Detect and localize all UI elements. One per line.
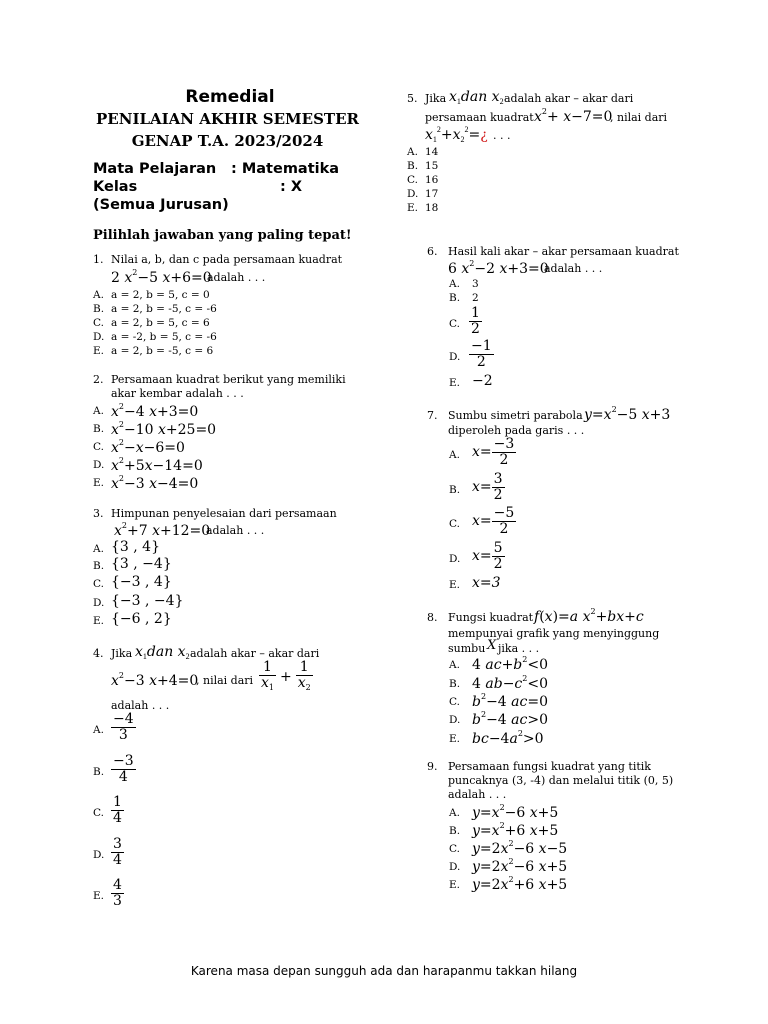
option-d[interactable]: $b^2-4$ ac>0	[472, 710, 548, 728]
option-letter: E.	[449, 579, 461, 591]
sum-of-reciprocals: $\frac{1}{x_1}$ + $\frac{1}{x_2}$	[261, 659, 311, 692]
question-text: jika . . .	[498, 642, 540, 655]
fraction-numerator: 1	[113, 794, 122, 810]
option-letter: A.	[449, 659, 460, 671]
question-suffix: adalah . . .	[544, 262, 603, 275]
option-a[interactable]: a = 2, b = 5, c = 0	[111, 289, 210, 301]
option-letter: B.	[93, 560, 105, 572]
fraction-numerator: 1	[471, 305, 480, 321]
option-letter: B.	[93, 303, 105, 315]
question-text: Fungsi kuadrat	[448, 611, 534, 624]
option-letter: B.	[449, 825, 461, 837]
fraction-denominator: 4	[113, 810, 122, 826]
fraction-denominator: 2	[471, 321, 480, 337]
option-letter: B.	[93, 423, 105, 435]
option-letter: A.	[93, 724, 104, 736]
option-d[interactable]: 17	[425, 188, 439, 200]
option-a[interactable]: $x^2-4$ x+3=0	[111, 402, 199, 420]
question-text: persamaan kuadrat	[425, 111, 534, 124]
sum-of-squares: $x_1^2+x_2^2=¿$	[425, 125, 488, 144]
option-letter: D.	[407, 188, 419, 200]
question-text: Nilai a, b, dan c pada persamaan kuadrat	[111, 253, 343, 266]
subject-label: Mata Pelajaran	[93, 161, 217, 177]
equation: $x^2+7$ x+12=0	[114, 521, 211, 539]
question-text: Sumbu simetri parabola	[448, 409, 583, 422]
fraction-denominator: 2	[493, 487, 503, 503]
option-letter: D.	[449, 714, 461, 726]
roots-expression: $x_1dan$ $x_2$	[449, 89, 504, 106]
option-letter: A.	[407, 146, 418, 158]
question-text: adalah akar – akar dari	[504, 92, 634, 105]
question-number: 2.	[93, 373, 104, 386]
option-a[interactable]: {3 , 4}	[111, 539, 161, 555]
option-letter: E.	[93, 615, 105, 627]
option-c[interactable]: $x^2-x-6=0$	[111, 438, 185, 456]
option-c[interactable]	[111, 795, 124, 826]
option-b[interactable]: {3 , −4}	[111, 556, 172, 572]
equation: $x^2-3$ x+4=0	[111, 671, 199, 689]
option-b[interactable]: $y=x^2+6$ x+5	[472, 821, 559, 839]
question-text: Persamaan kuadrat berikut yang memiliki	[111, 373, 346, 386]
question-suffix: . . .	[493, 129, 511, 142]
question-text: , nilai dari	[610, 111, 668, 124]
option-letter: E.	[449, 879, 461, 891]
option-c[interactable]	[469, 306, 482, 337]
option-letter: D.	[449, 553, 461, 565]
option-letter: E.	[449, 377, 461, 389]
class-value: : X	[280, 179, 303, 195]
fraction-denominator: 2	[499, 452, 509, 468]
question-number: 5.	[407, 92, 418, 105]
question-suffix: adalah . . .	[207, 271, 266, 284]
option-letter: D.	[93, 331, 105, 343]
question-text: Jika	[111, 647, 133, 660]
option-e[interactable]: {−6 , 2}	[111, 611, 172, 627]
option-letter: A.	[93, 289, 104, 301]
option-e[interactable]	[111, 878, 124, 909]
fraction-numerator: −1	[471, 338, 492, 354]
question-number: 3.	[93, 507, 104, 520]
option-letter: A.	[449, 807, 460, 819]
option-letter: D.	[449, 351, 461, 363]
function-definition: f(x)=a $x^2+bx+c$	[534, 607, 644, 625]
term-title: GENAP T.A. 2023/2024	[131, 132, 324, 150]
option-a[interactable]	[111, 712, 136, 743]
equation: $y=x^2-5$ x+3	[584, 405, 671, 423]
scope-label: (Semua Jurusan)	[93, 197, 229, 213]
option-d[interactable]: {−3 , −4}	[111, 593, 184, 609]
set-value: −3 , −4	[119, 593, 175, 609]
question-number: 8.	[427, 611, 438, 624]
question-number: 7.	[427, 409, 438, 422]
option-c[interactable]: a = 2, b = 5, c = 6	[111, 317, 210, 329]
option-letter: E.	[449, 733, 461, 745]
option-letter: D.	[93, 597, 105, 609]
option-b[interactable]: 2	[472, 292, 479, 304]
question-text: adalah . . .	[448, 788, 507, 801]
option-e[interactable]: x=3	[472, 575, 501, 591]
fraction-numerator: −5	[493, 505, 515, 521]
fraction-numerator: 4	[113, 877, 122, 893]
set-value: 3 , −4	[119, 556, 163, 572]
option-b[interactable]: a = 2, b = -5, c = -6	[111, 303, 217, 315]
fraction-numerator: −4	[113, 711, 134, 727]
question-number: 6.	[427, 245, 438, 258]
option-c[interactable]: $y=2x^2-6$ x−5	[472, 839, 568, 857]
option-c[interactable]: {−3 , 4}	[111, 574, 172, 590]
document-title: Remedial	[185, 87, 275, 107]
question-text: akar kembar adalah . . .	[111, 387, 244, 400]
option-b[interactable]	[111, 754, 136, 785]
option-b[interactable]: 15	[425, 160, 439, 172]
option-d[interactable]: $x^2+5x-14=0$	[111, 456, 203, 474]
question-text: Persamaan fungsi kuadrat yang titik	[448, 760, 651, 773]
option-letter: B.	[449, 484, 461, 496]
option-letter: D.	[93, 459, 105, 471]
option-b[interactable]: x= $\frac{3}{2}$	[472, 471, 503, 503]
option-d[interactable]	[469, 339, 494, 370]
option-letter: A.	[449, 278, 460, 290]
option-d[interactable]: $y=2x^2-6$ x+5	[472, 857, 568, 875]
set-value: −6 , 2	[119, 611, 163, 627]
fraction-numerator: −3	[113, 753, 134, 769]
option-letter: B.	[449, 678, 461, 690]
fraction-numerator: 5	[493, 540, 503, 556]
option-b[interactable]: $x^2-10$ x+25=0	[111, 420, 217, 438]
option-d[interactable]: a = -2, b = 5, c = -6	[111, 331, 217, 343]
question-text: diperoleh pada garis . . .	[448, 424, 585, 437]
fraction-numerator: 3	[113, 836, 122, 852]
option-letter: C.	[449, 518, 460, 530]
option-d[interactable]: x= $\frac{5}{2}$	[472, 540, 503, 572]
set-value: −3 , 4	[119, 574, 163, 590]
option-c[interactable]: 16	[425, 174, 439, 186]
option-e[interactable]: $x^2-3$ x−4=0	[111, 474, 199, 492]
option-a[interactable]: $y=x^2-6$ x+5	[472, 803, 559, 821]
fraction-denominator: 4	[118, 769, 128, 785]
option-e[interactable]: a = 2, b = -5, c = 6	[111, 345, 214, 357]
fraction-denominator: 3	[118, 727, 128, 743]
question-number: 1.	[93, 253, 104, 266]
question-text: adalah akar – akar dari	[190, 647, 320, 660]
question-suffix: adalah . . .	[206, 524, 265, 537]
subject-value: : Matematika	[231, 161, 340, 177]
exam-title: PENILAIAN AKHIR SEMESTER	[96, 110, 359, 128]
question-text: sumbu	[448, 642, 486, 655]
option-a[interactable]: 4 $ac+b^2<0$	[472, 655, 548, 673]
question-text: Jika	[425, 92, 447, 105]
option-letter: C.	[93, 317, 104, 329]
option-letter: A.	[93, 405, 104, 417]
question-suffix: adalah . . .	[111, 699, 170, 712]
option-letter: E.	[93, 477, 105, 489]
option-letter: D.	[449, 861, 461, 873]
option-a[interactable]: 14	[425, 146, 439, 158]
option-letter: C.	[449, 843, 460, 855]
option-b[interactable]: 4 $ab-c^2<0$	[472, 674, 548, 692]
option-letter: C.	[93, 441, 104, 453]
question-text: mempunyai grafik yang menyinggung	[448, 627, 660, 640]
option-letter: C.	[93, 807, 104, 819]
instruction: Pilihlah jawaban yang paling tepat!	[93, 228, 352, 243]
option-letter: E.	[93, 345, 105, 357]
option-e[interactable]: −2	[472, 373, 493, 389]
equation: 2 $x^2-5$ x+6=0	[111, 268, 212, 286]
option-letter: D.	[93, 849, 105, 861]
fraction-denominator: 4	[113, 852, 122, 868]
question-text: Himpunan penyelesaian dari persamaan	[111, 507, 337, 520]
option-a[interactable]: 3	[472, 278, 479, 290]
question-number: 4.	[93, 647, 104, 660]
question-text: , nilai dari	[196, 674, 254, 687]
fraction-numerator: 3	[493, 471, 503, 487]
option-letter: B.	[93, 766, 105, 778]
option-e[interactable]: $bc-4a^2>0$	[472, 729, 544, 747]
option-letter: C.	[93, 578, 104, 590]
fraction-denominator: 2	[493, 556, 503, 572]
option-letter: C.	[449, 696, 460, 708]
option-e[interactable]: $y=2x^2+6$ x+5	[472, 875, 568, 893]
question-text: Hasil kali akar – akar persamaan kuadrat	[448, 245, 679, 258]
equation: 6 $x^2-2$ x+3=0	[448, 259, 549, 277]
option-letter: C.	[449, 318, 460, 330]
option-c[interactable]: x= $\frac{-5}{2}$	[472, 505, 515, 537]
option-a[interactable]: x= $\frac{-3}{2}$	[472, 436, 515, 468]
fraction-numerator: −3	[493, 436, 515, 452]
option-letter: C.	[407, 174, 418, 186]
option-e[interactable]: 18	[425, 202, 439, 214]
fraction-denominator: 3	[113, 893, 122, 909]
footer-motto: Karena masa depan sungguh ada dan harapanmu takkan hilang	[190, 964, 578, 978]
option-d[interactable]	[111, 837, 124, 868]
option-letter: B.	[407, 160, 419, 172]
axis-variable: X	[487, 638, 497, 653]
class-label: Kelas	[93, 179, 138, 195]
question-text: puncaknya (3, -4) dan melalui titik (0, 5)	[448, 774, 674, 787]
set-value: 3 , 4	[119, 539, 152, 555]
equation: $x^2+ x-7=0$	[534, 107, 613, 125]
option-c[interactable]: $b^2-4$ ac=0	[472, 692, 548, 710]
question-number: 9.	[427, 760, 438, 773]
option-letter: E.	[93, 890, 105, 902]
option-letter: A.	[449, 449, 460, 461]
roots-expression: $x_1dan$ $x_2$	[135, 644, 190, 661]
option-letter: A.	[93, 543, 104, 555]
fraction-denominator: 2	[499, 521, 509, 537]
option-letter: B.	[449, 292, 461, 304]
option-letter: E.	[407, 202, 419, 214]
fraction-denominator: 2	[476, 354, 486, 370]
